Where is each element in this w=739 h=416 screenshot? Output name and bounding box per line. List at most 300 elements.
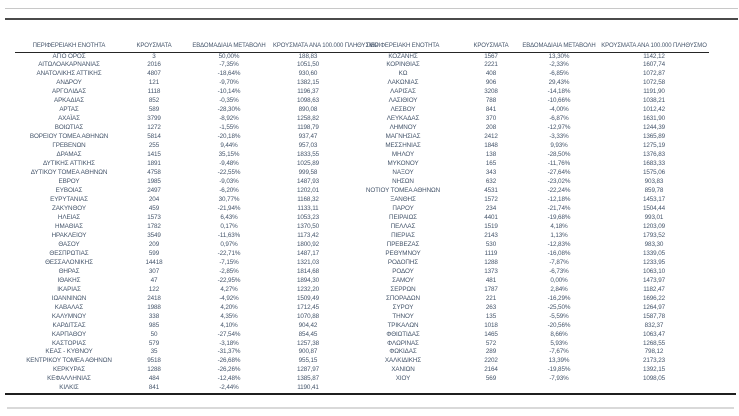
cases-cell: 255 [148,142,160,150]
cases-cell: 589 [148,106,160,114]
table-header-row [15,42,709,53]
region-cell: ΚΕΦΑΛΛΗΝΙΑΣ [47,375,91,383]
weekly-change-cell: -0,35% [219,97,239,105]
per-100k-cell: 1063,10 [642,267,666,275]
cases-cell: 234 [485,204,497,212]
cases-cell: 2202 [484,357,498,365]
table-bottom-border [5,393,736,395]
weekly-change-cell: 0,00% [550,276,568,284]
per-100k-cell: 999,58 [298,169,318,177]
cases-cell: 47 [150,276,158,284]
region-cell [343,384,463,393]
region-cell: ΣΕΡΡΩΝ [390,285,416,293]
region-cell: ΚΑΡΠΑΘΟΥ [51,330,87,338]
per-100k-cell: 1268,55 [642,339,666,347]
region-cell: ΛΑΚΩΝΙΑΣ [387,79,419,87]
per-100k-cell: 1190,41 [297,384,319,392]
cases-cell: 5814 [147,133,161,141]
cases-cell: 408 [485,70,497,78]
weekly-change-cell: -4,00% [549,106,569,114]
per-100k-cell: 1196,37 [297,88,319,96]
cases-cell: 788 [485,97,497,105]
cases-cell: 289 [485,348,497,356]
per-100k-cell: 1376,83 [642,151,666,159]
weekly-change-cell: -20,56% [547,321,571,329]
region-cell: ΞΑΝΘΗΣ [390,196,416,203]
per-100k-cell: 1244,39 [642,124,666,132]
cases-cell: 1572 [484,196,498,203]
weekly-change-cell: 0,97% [220,240,238,248]
weekly-change-cell: -21,74% [547,204,571,212]
per-100k-cell: 1275,19 [642,142,666,150]
cases-cell: 221 [485,294,497,302]
region-cell: ΕΥΡΥΤΑΝΙΑΣ [50,196,88,203]
cases-cell: 2497 [147,187,161,195]
region-cell: ΚΑΛΥΜΝΟΥ [51,312,87,320]
col-header-cases-right: ΚΡΟΥΣΜΑΤΑ [473,43,509,49]
col-header-region-left: ΠΕΡΙΦΕΡΕΙΑΚΗ ΕΝΟΤΗΤΑ [32,43,106,49]
region-cell: ΛΑΣΙΘΙΟΥ [388,97,418,105]
cases-cell: 579 [148,339,160,347]
region-cell: ΘΕΣΣΑΛΟΝΙΚΗΣ [45,258,93,266]
per-100k-cell: 1575,06 [642,169,666,177]
per-100k-cell: 854,45 [298,330,318,338]
cases-cell: 459 [148,204,160,212]
region-cell: ΖΑΚΥΝΘΟΥ [52,204,86,212]
per-100k-cell: 1683,33 [642,160,666,168]
weekly-change-cell: -9,48% [219,160,239,168]
per-100k-cell: 1696,22 [642,294,666,302]
cases-cell: 14418 [145,258,163,266]
per-100k-cell: 2173,23 [642,357,666,365]
bottom-light-rule [7,407,734,409]
weekly-change-cell: -12,48% [217,375,241,383]
weekly-change-cell: -16,08% [547,249,571,257]
per-100k-cell: 1487,93 [296,178,320,186]
cases-cell: 138 [485,151,497,159]
region-cell: ΦΘΙΩΤΙΔΑΣ [386,330,420,338]
cases-cell: 209 [148,240,160,248]
col-header-per-100k-left: ΚΡΟΥΣΜΑΤΑ ΑΝΑ 100.000 ΠΛΗΘΥΣΜΟ [273,43,379,49]
weekly-change-cell: -12,18% [547,196,571,203]
region-cell: ΛΗΜΝΟΥ [389,124,417,132]
weekly-change-cell: -6,20% [219,187,239,195]
region-cell: ΔΥΤΙΚΟΥ ΤΟΜΕΑ ΑΘΗΝΩΝ [30,169,108,177]
per-100k-cell: 1202,01 [296,187,320,195]
weekly-change-cell: -2,44% [219,384,239,392]
region-cell: ΚΑΒΑΛΑΣ [54,303,84,311]
per-100k-cell: 1473,97 [642,276,666,284]
weekly-change-cell: 4,35% [220,312,238,320]
per-100k-cell: 1793,52 [642,231,666,239]
region-cell: ΒΟΡΕΙΟΥ ΤΟΜΕΑ ΑΘΗΝΩΝ [29,133,109,141]
region-cell: ΚΩ [398,70,408,78]
weekly-change-cell: -26,68% [217,357,241,365]
per-100k-cell: 890,08 [298,106,318,114]
weekly-change-cell: 8,66% [550,330,568,338]
region-cell: ΜΥΚΟΝΟΥ [387,160,419,168]
region-cell: ΠΑΡΟΥ [392,204,414,212]
cases-cell: 4758 [147,169,161,177]
region-cell: ΣΑΜΟΥ [392,276,414,284]
cases-cell: 35 [150,348,158,356]
cases-cell: 632 [485,178,497,186]
region-cell: ΧΑΝΙΩΝ [391,366,415,374]
weekly-change-cell: -28,30% [217,106,241,114]
per-100k-cell: 1232,20 [296,285,320,293]
weekly-change-cell: 13,30% [548,52,570,60]
top-light-rule [5,8,738,9]
weekly-change-cell: -28,50% [547,151,571,159]
weekly-change-cell: -31,37% [217,348,241,356]
weekly-change-cell: 4,18% [550,222,568,230]
weekly-change-cell: -12,97% [547,124,571,132]
weekly-change-cell: 29,43% [548,79,570,87]
weekly-change-cell: -8,92% [219,115,239,123]
weekly-change-cell: -21,94% [217,204,241,212]
cases-cell: 4401 [484,213,498,221]
weekly-change-cell: 4,10% [220,321,238,329]
weekly-change-cell: -1,55% [219,124,239,132]
per-100k-cell: 1133,11 [297,204,319,212]
weekly-change-cell: -7,67% [549,348,569,356]
region-cell: ΙΩΑΝΝΙΝΩΝ [51,294,87,302]
cases-cell: 569 [485,375,497,383]
cases-cell: 338 [148,312,160,320]
region-cell: ΝΑΞΟΥ [392,169,414,177]
cases-cell: 2143 [484,231,498,239]
per-100k-cell: 1191,90 [643,88,665,96]
cases-cell: 208 [485,124,497,132]
per-100k-cell: 1072,58 [642,79,666,87]
per-100k-cell: 1168,32 [297,196,319,203]
per-100k-cell: 1012,42 [642,106,666,114]
weekly-change-cell: 6,43% [220,213,238,221]
cases-cell: 122 [148,285,160,293]
weekly-change-cell: -5,59% [549,312,569,320]
cases-cell: 4531 [484,187,498,195]
region-cell: ΚΕΑΣ - ΚΥΘΝΟΥ [45,348,93,356]
region-cell: ΚΟΖΑΝΗΣ [388,52,418,60]
weekly-change-cell: -7,93% [549,375,569,383]
weekly-change-cell: -2,85% [219,267,239,275]
weekly-change-cell: -14,18% [547,88,571,96]
per-100k-cell: 1072,87 [642,70,666,78]
per-100k-cell: 1038,21 [642,97,666,105]
region-cell: ΠΕΛΛΑΣ [390,222,416,230]
table-body [15,53,709,394]
cases-cell: 841 [148,384,160,392]
region-cell: ΜΑΓΝΗΣΙΑΣ [385,133,421,141]
cases-cell: 1787 [484,285,498,293]
region-cell: ΕΥΒΟΙΑΣ [55,187,83,195]
region-cell: ΑΧΑΪΑΣ [58,115,80,123]
col-header-per-100k-right: ΚΡΟΥΣΜΑΤΑ ΑΝΑ 100.000 ΠΛΗΘΥΣΜΟ [601,43,707,49]
region-cell: ΤΡΙΚΑΛΩΝ [387,321,419,329]
cases-cell: 841 [485,106,497,114]
region-cell: ΗΡΑΚΛΕΙΟΥ [51,231,87,239]
cases-cell: 1891 [147,160,161,168]
cases-cell: 50 [150,330,158,338]
per-100k-cell: 1063,47 [642,330,666,338]
cases-cell: 1272 [147,124,161,132]
region-cell: ΚΕΡΚΥΡΑΣ [52,366,86,374]
cases-cell: 1567 [484,52,498,60]
weekly-change-cell: -25,50% [547,303,571,311]
cases-cell: 1988 [147,303,161,311]
col-header-weekly-change-left: ΕΒΔΟΜΑΔΙΑΙΑ ΜΕΤΑΒΟΛΗ [192,43,266,49]
weekly-change-cell: 9,93% [550,142,568,150]
weekly-change-cell: -16,29% [547,294,571,302]
cases-cell: 1985 [147,178,161,186]
weekly-change-cell: -3,18% [219,339,239,347]
per-100k-cell: 930,60 [298,70,318,78]
cases-cell: 2016 [147,61,161,69]
per-100k-cell: 1894,30 [296,276,320,284]
weekly-change-cell: -18,64% [217,70,241,78]
cases-cell: 599 [148,249,160,257]
per-100k-cell: 957,03 [298,142,318,150]
cases-cell: 1119 [484,249,498,257]
weekly-change-cell: -6,85% [549,70,569,78]
region-cell: ΗΜΑΘΙΑΣ [55,222,83,230]
weekly-change-cell: -20,18% [217,133,241,141]
cases-cell: 3799 [147,115,161,123]
per-100k-cell: 1142,12 [643,52,665,60]
cases-cell: 165 [485,160,497,168]
col-header-region-right: ΠΕΡΙΦΕΡΕΙΑΚΗ ΕΝΟΤΗΤΑ [366,43,440,49]
weekly-change-cell: -22,24% [547,187,571,195]
per-100k-cell: 1053,23 [296,213,320,221]
region-cell: ΛΕΣΒΟΥ [390,106,416,114]
cases-cell: 1519 [484,222,498,230]
cases-cell: 2412 [484,133,498,141]
weekly-change-cell: -19,68% [547,213,571,221]
cases-cell: 852 [148,97,160,105]
cases-cell: 1415 [147,151,161,159]
region-cell: ΤΗΝΟΥ [392,312,414,320]
regional-cases-table [15,42,709,393]
per-100k-cell: 1587,78 [642,312,666,320]
top-dark-rule [5,18,738,20]
weekly-change-cell: -12,83% [547,240,571,248]
region-cell: ΑΝΔΡΟΥ [56,79,82,87]
weekly-change-cell: 50,00% [218,52,240,60]
weekly-change-cell: 4,27% [220,285,238,293]
per-100k-cell [599,384,709,393]
cases-cell: 1288 [484,258,498,266]
region-cell: ΧΑΛΚΙΔΙΚΗΣ [384,357,422,365]
region-cell: ΠΕΙΡΑΙΩΣ [389,213,417,221]
cases-cell: 263 [485,303,497,311]
weekly-change-cell: 13,39% [548,357,570,365]
per-100k-cell: 1198,79 [297,124,319,132]
cases-cell: 1465 [484,330,498,338]
region-cell: ΑΝΑΤΟΛΙΚΗΣ ΑΤΤΙΚΗΣ [36,70,102,78]
cases-cell: 3208 [484,88,498,96]
cases-cell: 1373 [484,267,498,275]
weekly-change-cell: 9,44% [220,142,238,150]
per-100k-cell: 1385,87 [296,375,320,383]
cases-cell: 343 [485,169,497,177]
cases-cell: 3 [152,52,156,60]
region-cell: ΚΑΡΔΙΤΣΑΣ [52,321,86,329]
per-100k-cell: 937,47 [298,133,318,141]
region-cell: ΠΙΕΡΙΑΣ [391,231,415,239]
region-cell: ΔΥΤΙΚΗΣ ΑΤΤΙΚΗΣ [43,160,95,168]
cases-cell: 484 [148,375,160,383]
weekly-change-cell: -4,92% [219,294,239,302]
per-100k-cell: 1258,82 [296,115,320,123]
region-cell: ΝΗΣΩΝ [392,178,414,186]
region-cell: ΜΗΛΟΥ [391,151,415,159]
per-100k-cell: 993,01 [644,213,664,221]
weekly-change-cell: -2,33% [549,61,569,69]
weekly-change-cell: 1,13% [550,231,568,239]
weekly-change-cell: -23,02% [547,178,571,186]
region-cell: ΑΡΓΟΛΙΔΑΣ [51,88,86,96]
region-cell: ΔΡΑΜΑΣ [56,151,82,159]
per-100k-cell: 1098,63 [296,97,320,105]
cases-cell: 1118 [147,88,161,96]
region-cell: ΑΓΙΟ ΟΡΟΣ [52,52,86,60]
per-100k-cell: 1339,05 [642,249,666,257]
region-cell: ΙΚΑΡΙΑΣ [57,285,81,293]
per-100k-cell: 859,78 [644,187,664,195]
region-cell: ΦΩΚΙΔΑΣ [389,348,417,356]
per-100k-cell: 1025,89 [296,160,320,168]
region-cell: ΣΥΡΟΥ [392,303,414,311]
region-cell: ΛΕΥΚΑΔΑΣ [386,115,420,123]
region-cell: ΘΕΣΠΡΩΤΙΑΣ [49,249,89,257]
per-100k-cell: 798,12 [644,348,664,356]
weekly-change-cell: 5,93% [550,339,568,347]
per-100k-cell: 1509,49 [296,294,320,302]
region-cell: ΘΗΡΑΣ [58,267,80,275]
region-cell: ΑΙΤΩΛΟΑΚΑΡΝΑΝΙΑΣ [38,61,100,69]
weekly-change-cell: -26,26% [217,366,241,374]
cases-cell: 1848 [484,142,498,150]
col-header-cases-left: ΚΡΟΥΣΜΑΤΑ [136,43,172,49]
cases-cell: 1573 [147,213,161,221]
cases-cell: 3549 [147,231,161,239]
weekly-change-cell: -6,87% [549,115,569,123]
region-cell: ΜΕΣΣΗΝΙΑΣ [385,142,421,150]
cases-cell: 985 [148,321,160,329]
cases-cell: 530 [485,240,497,248]
region-cell: ΙΘΑΚΗΣ [57,276,81,284]
region-cell: ΦΛΩΡΙΝΑΣ [387,339,419,347]
per-100k-cell: 1365,89 [642,133,666,141]
weekly-change-cell: 35,15% [218,151,240,159]
per-100k-cell: 900,87 [298,348,318,356]
cases-cell: 370 [485,115,497,123]
weekly-change-cell: -22,55% [217,169,241,177]
cases-cell: 906 [485,79,497,87]
per-100k-cell: 903,83 [644,178,664,186]
weekly-change-cell: 2,84% [550,285,568,293]
region-cell: ΚΟΡΙΝΘΙΑΣ [386,61,420,69]
cases-cell: 2221 [484,61,498,69]
cases-cell: 572 [485,339,497,347]
cases-cell: 1288 [147,366,161,374]
per-100k-cell: 1833,55 [296,151,320,159]
weekly-change-cell: -7,15% [219,258,239,266]
region-cell: ΧΙΟΥ [395,375,411,383]
weekly-change-cell: -6,73% [549,267,569,275]
region-cell: ΝΟΤΙΟΥ ΤΟΜΕΑ ΑΘΗΝΩΝ [365,187,441,195]
per-100k-cell: 1287,97 [296,366,320,374]
cases-cell: 9518 [147,357,161,365]
per-100k-cell: 1800,92 [296,240,320,248]
per-100k-cell: 1504,44 [642,204,666,212]
region-cell: ΡΟΔΟΠΗΣ [387,258,419,266]
region-cell: ΣΠΟΡΑΔΩΝ [386,294,420,302]
per-100k-cell: 1607,74 [642,61,666,69]
per-100k-cell: 832,37 [644,321,664,329]
per-100k-cell: 983,30 [644,240,664,248]
weekly-change-cell: -9,03% [219,178,239,186]
cases-cell: 135 [485,312,497,320]
cases-cell: 1018 [484,321,498,329]
per-100k-cell: 1370,50 [296,222,320,230]
per-100k-cell: 1173,42 [297,231,319,239]
per-100k-cell: 1814,68 [296,267,320,275]
region-cell: ΡΕΘΥΜΝΟΥ [385,249,421,257]
cases-cell [463,384,519,393]
per-100k-cell: 1382,15 [296,79,320,87]
weekly-change-cell: -27,64% [547,169,571,177]
region-cell: ΛΑΡΙΣΑΣ [390,88,416,96]
per-100k-cell: 1257,38 [296,339,320,347]
cases-cell: 481 [485,276,497,284]
cases-cell: 121 [148,79,160,87]
per-100k-cell: 188,83 [298,52,318,60]
weekly-change-cell: -10,66% [547,97,571,105]
region-cell: ΚΙΛΚΙΣ [59,384,79,392]
per-100k-cell: 1264,97 [642,303,666,311]
per-100k-cell: 1203,09 [642,222,666,230]
weekly-change-cell: -7,87% [549,258,569,266]
weekly-change-cell: -11,76% [547,160,571,168]
weekly-change-cell: -7,35% [219,61,239,69]
region-cell: ΒΟΙΩΤΙΑΣ [54,124,84,132]
cases-cell: 4807 [147,70,161,78]
region-cell: ΗΛΕΙΑΣ [57,213,81,221]
region-cell: ΡΟΔΟΥ [392,267,414,275]
per-100k-cell: 1098,05 [642,375,666,383]
weekly-change-cell: -22,71% [217,249,241,257]
region-cell: ΠΡΕΒΕΖΑΣ [386,240,420,248]
weekly-change-cell: -10,14% [217,88,241,96]
cases-cell: 2164 [484,366,498,374]
weekly-change-cell: -11,63% [217,231,241,239]
col-header-weekly-change-right: ΕΒΔΟΜΑΔΙΑΙΑ ΜΕΤΑΒΟΛΗ [522,43,596,49]
weekly-change-cell: -19,85% [547,366,571,374]
per-100k-cell: 904,42 [298,321,318,329]
per-100k-cell: 955,15 [298,357,318,365]
cases-cell: 204 [148,196,160,203]
cases-cell: 1782 [147,222,161,230]
per-100k-cell: 1070,88 [296,312,320,320]
region-cell: ΘΑΣΟΥ [58,240,80,248]
per-100k-cell: 1392,15 [642,366,666,374]
weekly-change-cell: 30,77% [218,196,240,203]
per-100k-cell: 1631,90 [642,115,666,123]
region-cell: ΕΒΡΟΥ [58,178,80,186]
weekly-change-cell: -3,33% [549,133,569,141]
weekly-change-cell: 4,20% [220,303,238,311]
